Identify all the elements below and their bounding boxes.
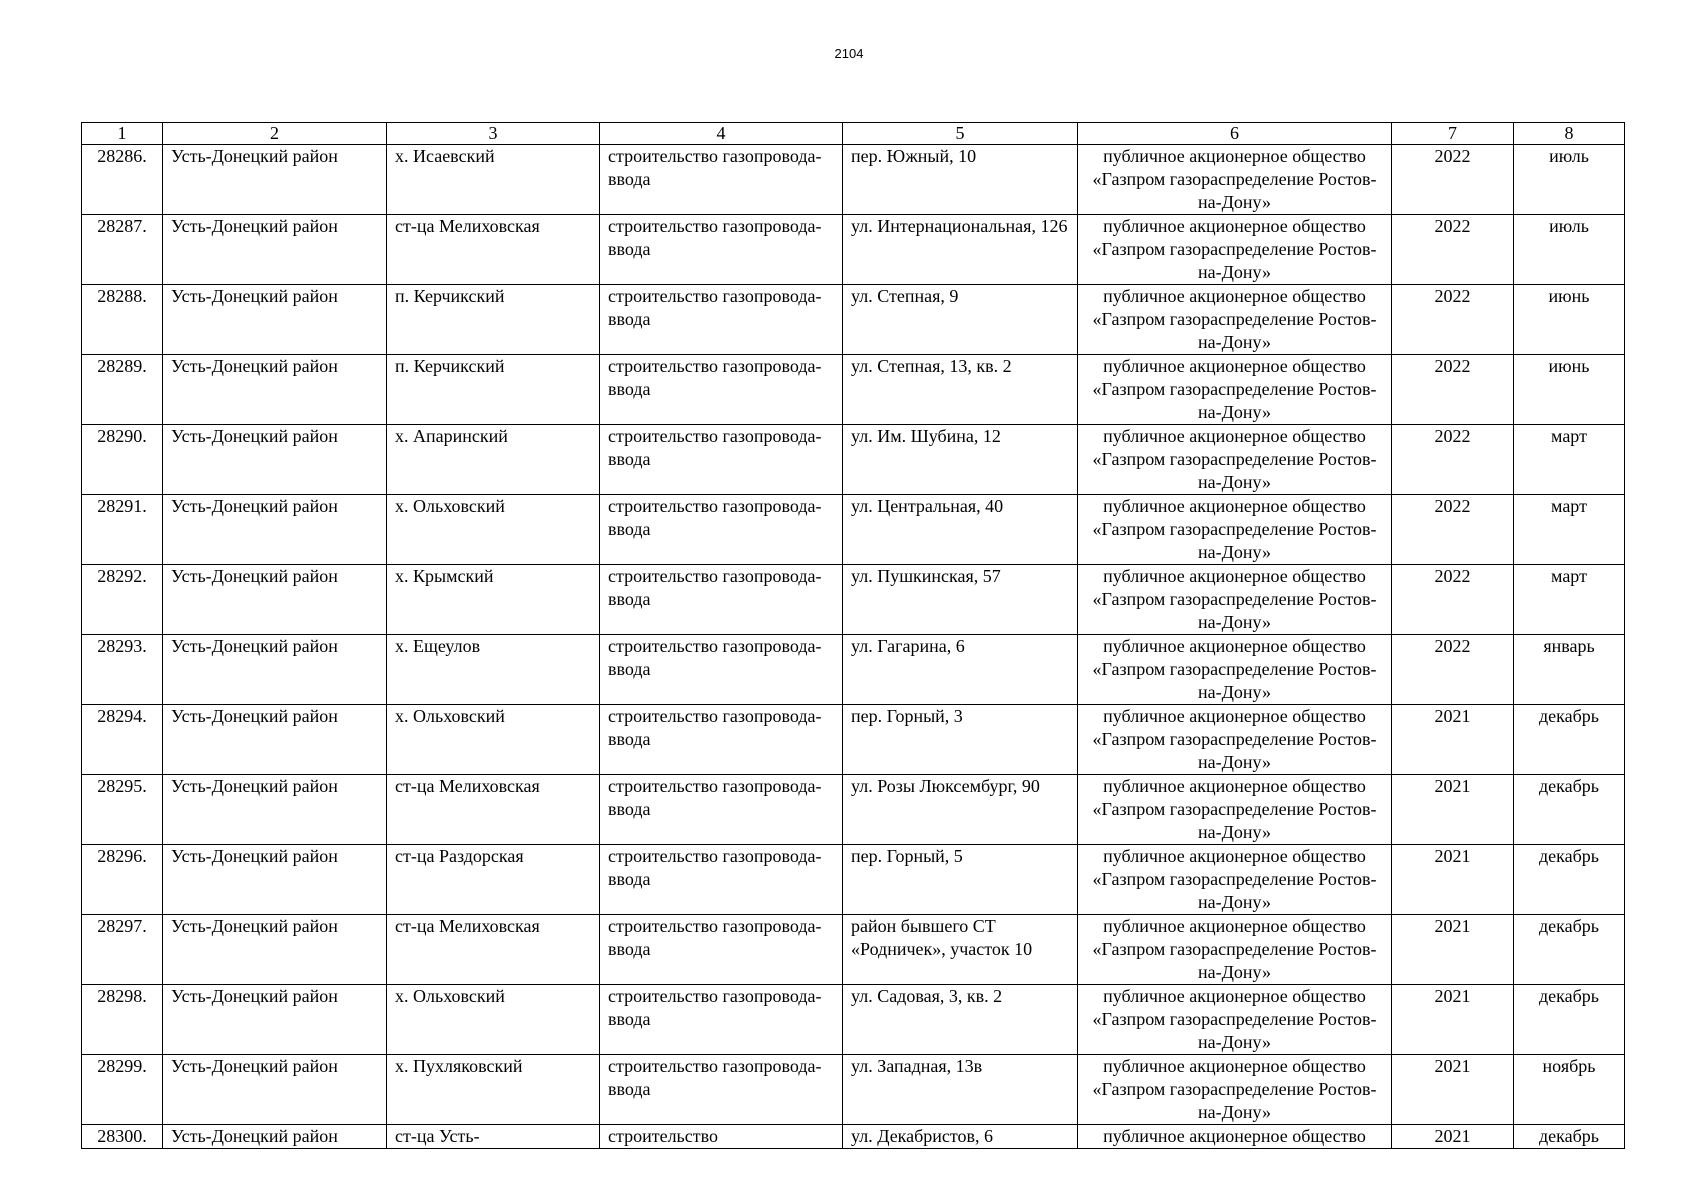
locality-cell: ст-ца Усть- [387, 1125, 600, 1149]
month-cell: июнь [1514, 355, 1625, 425]
work-type-cell: строительство газопровода-ввода [600, 1055, 843, 1125]
row-number-cell: 28300. [82, 1125, 163, 1149]
locality-cell: ст-ца Раздорская [387, 845, 600, 915]
address-cell: ул. Им. Шубина, 12 [843, 425, 1078, 495]
address-cell: ул. Декабристов, 6 [843, 1125, 1078, 1149]
year-cell: 2021 [1392, 985, 1514, 1055]
locality-cell: х. Ольховский [387, 985, 600, 1055]
locality-cell: х. Крымский [387, 565, 600, 635]
month-cell: декабрь [1514, 705, 1625, 775]
organization-cell: публичное акционерное общество «Газпром газораспределение Ростов-на-Дону» [1078, 845, 1392, 915]
row-number-cell: 28299. [82, 1055, 163, 1125]
address-cell: ул. Садовая, 3, кв. 2 [843, 985, 1078, 1055]
district-cell: Усть-Донецкий район [163, 1125, 387, 1149]
organization-cell: публичное акционерное общество «Газпром газораспределение Ростов-на-Дону» [1078, 985, 1392, 1055]
column-header: 3 [387, 123, 600, 145]
table-row [82, 985, 1625, 1055]
year-cell: 2022 [1392, 145, 1514, 215]
row-number-cell: 28286. [82, 145, 163, 215]
year-cell: 2022 [1392, 565, 1514, 635]
month-cell: январь [1514, 635, 1625, 705]
month-cell: март [1514, 565, 1625, 635]
work-type-cell: строительство [600, 1125, 843, 1149]
work-type-cell: строительство газопровода-ввода [600, 495, 843, 565]
work-type-cell: строительство газопровода-ввода [600, 285, 843, 355]
organization-cell: публичное акционерное общество «Газпром газораспределение Ростов-на-Дону» [1078, 565, 1392, 635]
year-cell: 2021 [1392, 1055, 1514, 1125]
year-cell: 2021 [1392, 705, 1514, 775]
district-cell: Усть-Донецкий район [163, 705, 387, 775]
year-cell: 2022 [1392, 355, 1514, 425]
organization-cell: публичное акционерное общество «Газпром газораспределение Ростов-на-Дону» [1078, 285, 1392, 355]
locality-cell: х. Апаринский [387, 425, 600, 495]
month-cell: март [1514, 495, 1625, 565]
table-row [82, 915, 1625, 985]
row-number-cell: 28288. [82, 285, 163, 355]
organization-cell: публичное акционерное общество «Газпром газораспределение Ростов-на-Дону» [1078, 635, 1392, 705]
district-cell: Усть-Донецкий район [163, 635, 387, 705]
work-type-cell: строительство газопровода-ввода [600, 915, 843, 985]
month-cell: декабрь [1514, 775, 1625, 845]
registry-table [81, 122, 1625, 1149]
district-cell: Усть-Донецкий район [163, 915, 387, 985]
row-number-cell: 28287. [82, 215, 163, 285]
district-cell: Усть-Донецкий район [163, 425, 387, 495]
locality-cell: ст-ца Мелиховская [387, 215, 600, 285]
year-cell: 2021 [1392, 775, 1514, 845]
table-row [82, 845, 1625, 915]
year-cell: 2022 [1392, 285, 1514, 355]
month-cell: декабрь [1514, 985, 1625, 1055]
address-cell: ул. Интернациональная, 126 [843, 215, 1078, 285]
work-type-cell: строительство газопровода-ввода [600, 985, 843, 1055]
month-cell: декабрь [1514, 1125, 1625, 1149]
district-cell: Усть-Донецкий район [163, 145, 387, 215]
locality-cell: х. Пухляковский [387, 1055, 600, 1125]
district-cell: Усть-Донецкий район [163, 355, 387, 425]
address-cell: пер. Горный, 5 [843, 845, 1078, 915]
address-cell: ул. Гагарина, 6 [843, 635, 1078, 705]
row-number-cell: 28294. [82, 705, 163, 775]
month-cell: июнь [1514, 285, 1625, 355]
organization-cell: публичное акционерное общество «Газпром газораспределение Ростов-на-Дону» [1078, 1055, 1392, 1125]
column-header: 5 [843, 123, 1078, 145]
district-cell: Усть-Донецкий район [163, 495, 387, 565]
address-cell: пер. Южный, 10 [843, 145, 1078, 215]
page-number: 2104 [834, 46, 864, 61]
month-cell: декабрь [1514, 915, 1625, 985]
work-type-cell: строительство газопровода-ввода [600, 635, 843, 705]
work-type-cell: строительство газопровода-ввода [600, 145, 843, 215]
table-row [82, 775, 1625, 845]
address-cell: ул. Розы Люксембург, 90 [843, 775, 1078, 845]
district-cell: Усть-Донецкий район [163, 215, 387, 285]
address-cell: пер. Горный, 3 [843, 705, 1078, 775]
organization-cell: публичное акционерное общество «Газпром газораспределение Ростов-на-Дону» [1078, 425, 1392, 495]
address-cell: ул. Пушкинская, 57 [843, 565, 1078, 635]
address-cell: ул. Центральная, 40 [843, 495, 1078, 565]
table-row [82, 215, 1625, 285]
organization-cell: публичное акционерное общество «Газпром газораспределение Ростов-на-Дону» [1078, 215, 1392, 285]
address-cell: ул. Западная, 13в [843, 1055, 1078, 1125]
row-number-cell: 28289. [82, 355, 163, 425]
work-type-cell: строительство газопровода-ввода [600, 355, 843, 425]
organization-cell: публичное акционерное общество «Газпром газораспределение Ростов-на-Дону» [1078, 495, 1392, 565]
header-row [82, 123, 1625, 145]
work-type-cell: строительство газопровода-ввода [600, 425, 843, 495]
column-header: 6 [1078, 123, 1392, 145]
organization-cell: публичное акционерное общество «Газпром газораспределение Ростов-на-Дону» [1078, 775, 1392, 845]
work-type-cell: строительство газопровода-ввода [600, 845, 843, 915]
locality-cell: х. Ольховский [387, 495, 600, 565]
organization-cell: публичное акционерное общество «Газпром газораспределение Ростов-на-Дону» [1078, 355, 1392, 425]
locality-cell: п. Керчикский [387, 355, 600, 425]
table-row [82, 565, 1625, 635]
address-cell: район бывшего СТ «Родничек», участок 10 [843, 915, 1078, 985]
district-cell: Усть-Донецкий район [163, 565, 387, 635]
table-row [82, 635, 1625, 705]
row-number-cell: 28297. [82, 915, 163, 985]
district-cell: Усть-Донецкий район [163, 845, 387, 915]
row-number-cell: 28290. [82, 425, 163, 495]
address-cell: ул. Степная, 9 [843, 285, 1078, 355]
district-cell: Усть-Донецкий район [163, 285, 387, 355]
year-cell: 2022 [1392, 215, 1514, 285]
locality-cell: х. Ещеулов [387, 635, 600, 705]
district-cell: Усть-Донецкий район [163, 985, 387, 1055]
month-cell: ноябрь [1514, 1055, 1625, 1125]
address-cell: ул. Степная, 13, кв. 2 [843, 355, 1078, 425]
organization-cell: публичное акционерное общество «Газпром газораспределение Ростов-на-Дону» [1078, 915, 1392, 985]
column-header: 2 [163, 123, 387, 145]
row-number-cell: 28295. [82, 775, 163, 845]
organization-cell: публичное акционерное общество «Газпром газораспределение Ростов-на-Дону» [1078, 705, 1392, 775]
column-header: 1 [82, 123, 163, 145]
row-number-cell: 28291. [82, 495, 163, 565]
year-cell: 2021 [1392, 1125, 1514, 1149]
district-cell: Усть-Донецкий район [163, 1055, 387, 1125]
column-header: 7 [1392, 123, 1514, 145]
locality-cell: ст-ца Мелиховская [387, 775, 600, 845]
column-header: 4 [600, 123, 843, 145]
row-number-cell: 28292. [82, 565, 163, 635]
table-row [82, 285, 1625, 355]
work-type-cell: строительство газопровода-ввода [600, 565, 843, 635]
locality-cell: х. Ольховский [387, 705, 600, 775]
year-cell: 2022 [1392, 635, 1514, 705]
organization-cell: публичное акционерное общество «Газпром газораспределение Ростов-на-Дону» [1078, 145, 1392, 215]
row-number-cell: 28296. [82, 845, 163, 915]
table-row [82, 425, 1625, 495]
table-row [82, 1055, 1625, 1125]
work-type-cell: строительство газопровода-ввода [600, 705, 843, 775]
organization-cell: публичное акционерное общество [1078, 1125, 1392, 1149]
table-body [82, 145, 1625, 1149]
district-cell: Усть-Донецкий район [163, 775, 387, 845]
month-cell: июль [1514, 145, 1625, 215]
locality-cell: ст-ца Мелиховская [387, 915, 600, 985]
table-row [82, 495, 1625, 565]
locality-cell: х. Исаевский [387, 145, 600, 215]
row-number-cell: 28298. [82, 985, 163, 1055]
table-row [82, 355, 1625, 425]
table-row [82, 705, 1625, 775]
work-type-cell: строительство газопровода-ввода [600, 775, 843, 845]
month-cell: декабрь [1514, 845, 1625, 915]
month-cell: июль [1514, 215, 1625, 285]
year-cell: 2021 [1392, 915, 1514, 985]
work-type-cell: строительство газопровода-ввода [600, 215, 843, 285]
year-cell: 2022 [1392, 495, 1514, 565]
table-row [82, 145, 1625, 215]
table-row [82, 1125, 1625, 1149]
month-cell: март [1514, 425, 1625, 495]
year-cell: 2022 [1392, 425, 1514, 495]
locality-cell: п. Керчикский [387, 285, 600, 355]
row-number-cell: 28293. [82, 635, 163, 705]
year-cell: 2021 [1392, 845, 1514, 915]
column-header: 8 [1514, 123, 1625, 145]
